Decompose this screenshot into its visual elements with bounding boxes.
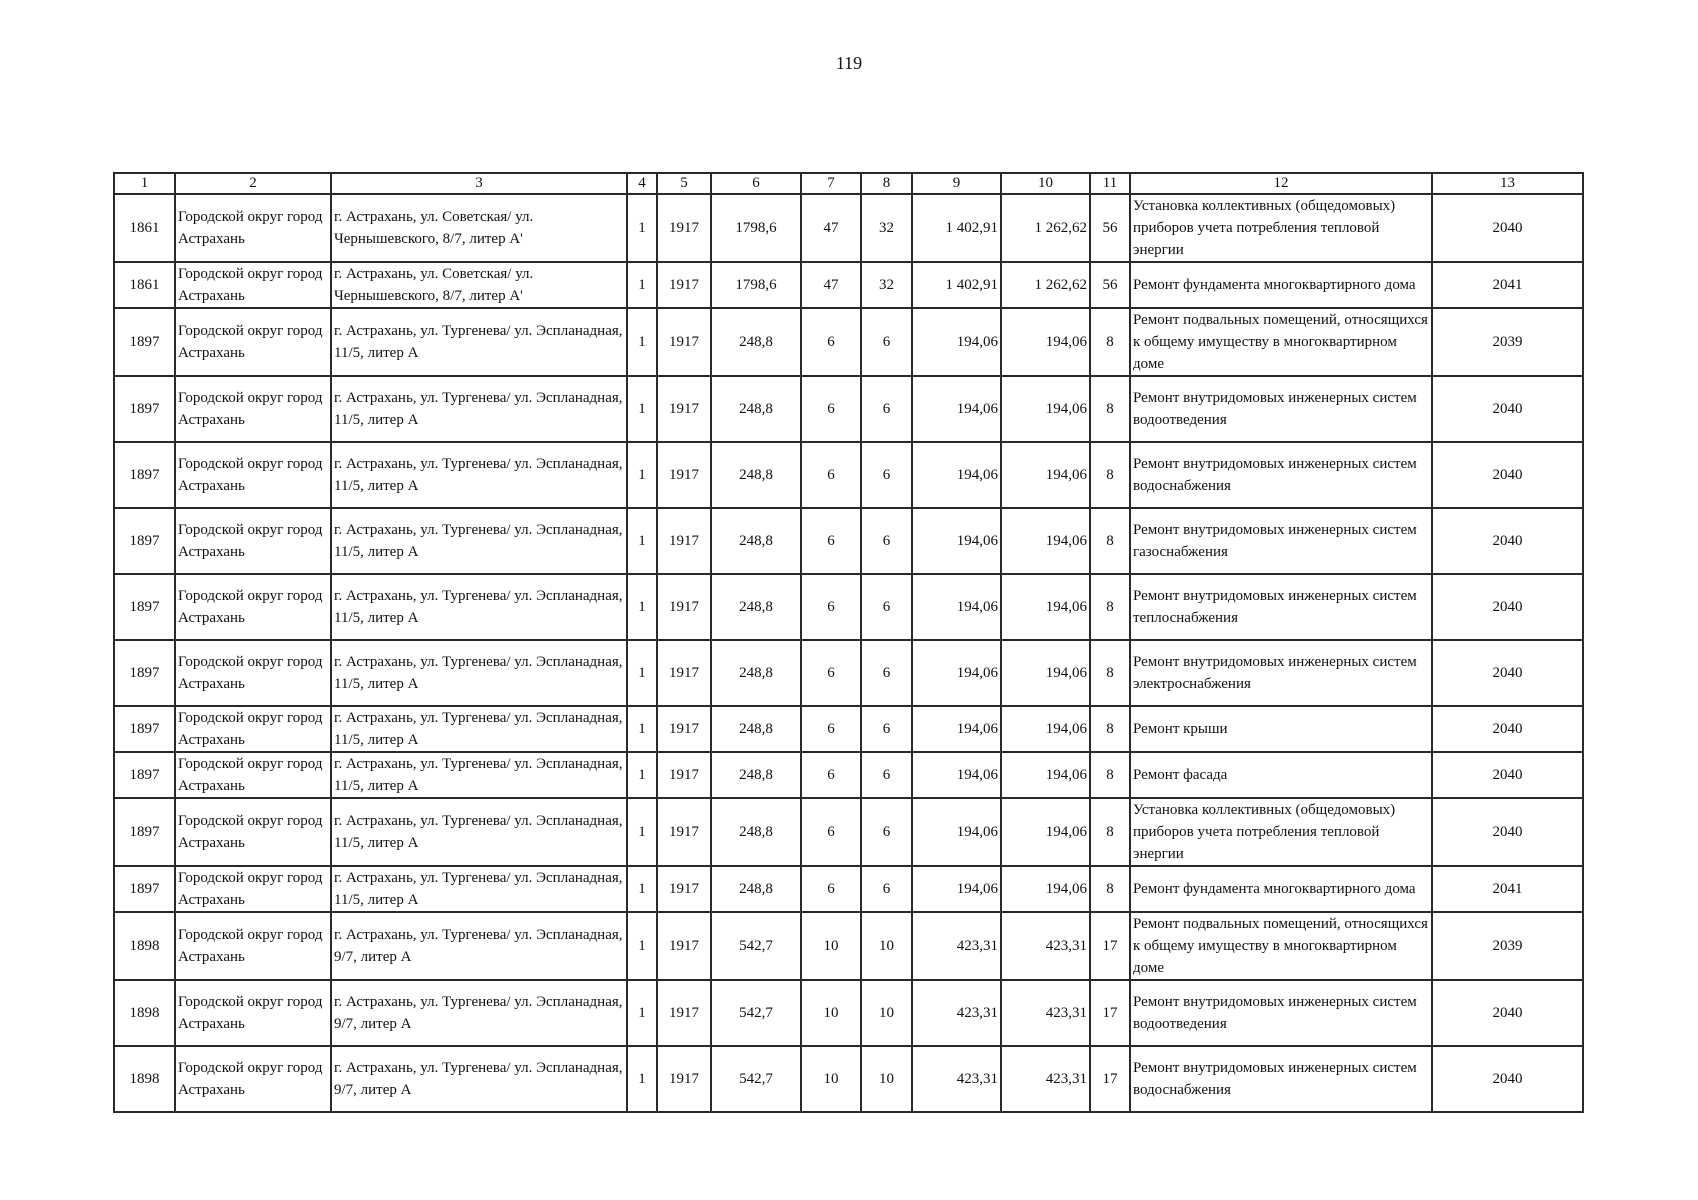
col4-cell: 1: [627, 706, 657, 752]
municipality-cell: Городской округ город Астрахань: [175, 262, 331, 308]
col4-cell: 1: [627, 308, 657, 376]
col7-cell: 6: [801, 706, 861, 752]
column-header-3: 3: [331, 173, 627, 194]
address-cell: г. Астрахань, ул. Тургенева/ ул. Эспланадная, 11/5, литер А: [331, 752, 627, 798]
area-cell: 423,31: [912, 912, 1001, 980]
col7-cell: 47: [801, 194, 861, 262]
municipality-cell: Городской округ город Астрахань: [175, 308, 331, 376]
column-header-11: 11: [1090, 173, 1130, 194]
area-cell: 194,06: [1001, 574, 1090, 640]
table-row: [114, 574, 1583, 640]
area-cell: 194,06: [1001, 376, 1090, 442]
col7-cell: 6: [801, 798, 861, 866]
col11-cell: 8: [1090, 308, 1130, 376]
municipality-cell: Городской округ город Астрахань: [175, 640, 331, 706]
house-id-cell: 1897: [114, 706, 175, 752]
table-row: [114, 752, 1583, 798]
column-header-12: 12: [1130, 173, 1432, 194]
table-row: [114, 442, 1583, 508]
year-built-cell: 1917: [657, 866, 711, 912]
col7-cell: 6: [801, 574, 861, 640]
col11-cell: 17: [1090, 1046, 1130, 1112]
area-cell: 1 402,91: [912, 194, 1001, 262]
col4-cell: 1: [627, 1046, 657, 1112]
work-type-cell: Ремонт подвальных помещений, относящихся к общему имуществу в многоквартирном доме: [1130, 912, 1432, 980]
col8-cell: 6: [861, 752, 912, 798]
col8-cell: 6: [861, 442, 912, 508]
col7-cell: 6: [801, 866, 861, 912]
col7-cell: 6: [801, 752, 861, 798]
col7-cell: 10: [801, 1046, 861, 1112]
col7-cell: 6: [801, 640, 861, 706]
col8-cell: 6: [861, 508, 912, 574]
table-row: [114, 798, 1583, 866]
area-cell: 194,06: [912, 574, 1001, 640]
total-area-cell: 248,8: [711, 508, 801, 574]
planned-year-cell: 2040: [1432, 1046, 1583, 1112]
table-row: [114, 508, 1583, 574]
area-cell: 194,06: [1001, 442, 1090, 508]
col7-cell: 6: [801, 376, 861, 442]
col4-cell: 1: [627, 752, 657, 798]
col8-cell: 32: [861, 194, 912, 262]
total-area-cell: 248,8: [711, 574, 801, 640]
work-type-cell: Ремонт фасада: [1130, 752, 1432, 798]
col4-cell: 1: [627, 866, 657, 912]
municipality-cell: Городской округ город Астрахань: [175, 508, 331, 574]
col11-cell: 8: [1090, 376, 1130, 442]
municipality-cell: Городской округ город Астрахань: [175, 912, 331, 980]
planned-year-cell: 2040: [1432, 508, 1583, 574]
house-id-cell: 1897: [114, 798, 175, 866]
table-row: [114, 194, 1583, 262]
table-row: [114, 308, 1583, 376]
col11-cell: 56: [1090, 194, 1130, 262]
year-built-cell: 1917: [657, 706, 711, 752]
area-cell: 1 402,91: [912, 262, 1001, 308]
area-cell: 1 262,62: [1001, 194, 1090, 262]
area-cell: 194,06: [912, 376, 1001, 442]
col8-cell: 10: [861, 1046, 912, 1112]
planned-year-cell: 2040: [1432, 376, 1583, 442]
planned-year-cell: 2041: [1432, 866, 1583, 912]
work-type-cell: Ремонт крыши: [1130, 706, 1432, 752]
address-cell: г. Астрахань, ул. Тургенева/ ул. Эспланадная, 11/5, литер А: [331, 442, 627, 508]
year-built-cell: 1917: [657, 574, 711, 640]
year-built-cell: 1917: [657, 308, 711, 376]
col4-cell: 1: [627, 640, 657, 706]
table-row: [114, 912, 1583, 980]
table-row: [114, 376, 1583, 442]
planned-year-cell: 2040: [1432, 980, 1583, 1046]
col11-cell: 17: [1090, 980, 1130, 1046]
col8-cell: 10: [861, 912, 912, 980]
area-cell: 423,31: [1001, 1046, 1090, 1112]
page-number: 119: [835, 53, 863, 73]
address-cell: г. Астрахань, ул. Тургенева/ ул. Эспланадная, 11/5, литер А: [331, 706, 627, 752]
house-id-cell: 1898: [114, 980, 175, 1046]
work-type-cell: Ремонт внутридомовых инженерных систем теплоснабжения: [1130, 574, 1432, 640]
year-built-cell: 1917: [657, 194, 711, 262]
address-cell: г. Астрахань, ул. Тургенева/ ул. Эспланадная, 9/7, литер А: [331, 1046, 627, 1112]
total-area-cell: 542,7: [711, 912, 801, 980]
municipality-cell: Городской округ город Астрахань: [175, 706, 331, 752]
work-type-cell: Ремонт внутридомовых инженерных систем водоотведения: [1130, 376, 1432, 442]
work-type-cell: Ремонт внутридомовых инженерных систем газоснабжения: [1130, 508, 1432, 574]
area-cell: 194,06: [912, 752, 1001, 798]
col4-cell: 1: [627, 262, 657, 308]
planned-year-cell: 2040: [1432, 574, 1583, 640]
col7-cell: 6: [801, 308, 861, 376]
municipality-cell: Городской округ город Астрахань: [175, 752, 331, 798]
column-header-8: 8: [861, 173, 912, 194]
col11-cell: 8: [1090, 574, 1130, 640]
year-built-cell: 1917: [657, 752, 711, 798]
col4-cell: 1: [627, 442, 657, 508]
col4-cell: 1: [627, 376, 657, 442]
column-header-6: 6: [711, 173, 801, 194]
col11-cell: 56: [1090, 262, 1130, 308]
col11-cell: 8: [1090, 706, 1130, 752]
col11-cell: 17: [1090, 912, 1130, 980]
col8-cell: 6: [861, 574, 912, 640]
year-built-cell: 1917: [657, 376, 711, 442]
col11-cell: 8: [1090, 640, 1130, 706]
col8-cell: 6: [861, 866, 912, 912]
address-cell: г. Астрахань, ул. Тургенева/ ул. Эспланадная, 11/5, литер А: [331, 798, 627, 866]
house-id-cell: 1897: [114, 574, 175, 640]
total-area-cell: 1798,6: [711, 194, 801, 262]
work-type-cell: Установка коллективных (общедомовых) приборов учета потребления тепловой энергии: [1130, 798, 1432, 866]
planned-year-cell: 2040: [1432, 194, 1583, 262]
column-header-5: 5: [657, 173, 711, 194]
col11-cell: 8: [1090, 508, 1130, 574]
col7-cell: 6: [801, 508, 861, 574]
municipality-cell: Городской округ город Астрахань: [175, 376, 331, 442]
total-area-cell: 542,7: [711, 980, 801, 1046]
area-cell: 194,06: [1001, 798, 1090, 866]
total-area-cell: 542,7: [711, 1046, 801, 1112]
col7-cell: 10: [801, 912, 861, 980]
house-id-cell: 1898: [114, 1046, 175, 1112]
area-cell: 423,31: [912, 1046, 1001, 1112]
area-cell: 194,06: [912, 442, 1001, 508]
work-type-cell: Ремонт внутридомовых инженерных систем электроснабжения: [1130, 640, 1432, 706]
col8-cell: 6: [861, 376, 912, 442]
total-area-cell: 248,8: [711, 640, 801, 706]
work-type-cell: Установка коллективных (общедомовых) приборов учета потребления тепловой энергии: [1130, 194, 1432, 262]
table-row: [114, 1046, 1583, 1112]
planned-year-cell: 2041: [1432, 262, 1583, 308]
col8-cell: 6: [861, 640, 912, 706]
address-cell: г. Астрахань, ул. Тургенева/ ул. Эспланадная, 11/5, литер А: [331, 508, 627, 574]
col4-cell: 1: [627, 912, 657, 980]
year-built-cell: 1917: [657, 912, 711, 980]
col7-cell: 10: [801, 980, 861, 1046]
year-built-cell: 1917: [657, 508, 711, 574]
col8-cell: 6: [861, 706, 912, 752]
address-cell: г. Астрахань, ул. Советская/ ул. Чернышевского, 8/7, литер А': [331, 262, 627, 308]
area-cell: 194,06: [1001, 508, 1090, 574]
col11-cell: 8: [1090, 752, 1130, 798]
municipality-cell: Городской округ город Астрахань: [175, 866, 331, 912]
house-id-cell: 1897: [114, 442, 175, 508]
total-area-cell: 248,8: [711, 752, 801, 798]
total-area-cell: 248,8: [711, 706, 801, 752]
column-header-13: 13: [1432, 173, 1583, 194]
col8-cell: 6: [861, 308, 912, 376]
col11-cell: 8: [1090, 866, 1130, 912]
area-cell: 194,06: [1001, 706, 1090, 752]
col8-cell: 6: [861, 798, 912, 866]
house-id-cell: 1897: [114, 376, 175, 442]
work-type-cell: Ремонт внутридомовых инженерных систем водоснабжения: [1130, 442, 1432, 508]
house-id-cell: 1897: [114, 508, 175, 574]
repair-schedule-table: [113, 172, 1584, 1113]
year-built-cell: 1917: [657, 640, 711, 706]
area-cell: 194,06: [912, 798, 1001, 866]
address-cell: г. Астрахань, ул. Тургенева/ ул. Эспланадная, 11/5, литер А: [331, 640, 627, 706]
area-cell: 194,06: [912, 308, 1001, 376]
planned-year-cell: 2040: [1432, 442, 1583, 508]
house-id-cell: 1897: [114, 752, 175, 798]
total-area-cell: 248,8: [711, 798, 801, 866]
area-cell: 194,06: [1001, 752, 1090, 798]
column-header-7: 7: [801, 173, 861, 194]
address-cell: г. Астрахань, ул. Тургенева/ ул. Эспланадная, 11/5, литер А: [331, 308, 627, 376]
planned-year-cell: 2040: [1432, 798, 1583, 866]
municipality-cell: Городской округ город Астрахань: [175, 798, 331, 866]
work-type-cell: Ремонт фундамента многоквартирного дома: [1130, 866, 1432, 912]
area-cell: 423,31: [1001, 980, 1090, 1046]
table-row: [114, 706, 1583, 752]
house-id-cell: 1861: [114, 262, 175, 308]
table-body: [114, 194, 1583, 1112]
col7-cell: 6: [801, 442, 861, 508]
work-type-cell: Ремонт внутридомовых инженерных систем водоснабжения: [1130, 1046, 1432, 1112]
total-area-cell: 248,8: [711, 376, 801, 442]
area-cell: 194,06: [912, 706, 1001, 752]
table-row: [114, 262, 1583, 308]
area-cell: 194,06: [1001, 866, 1090, 912]
area-cell: 1 262,62: [1001, 262, 1090, 308]
municipality-cell: Городской округ город Астрахань: [175, 574, 331, 640]
col11-cell: 8: [1090, 798, 1130, 866]
col4-cell: 1: [627, 798, 657, 866]
address-cell: г. Астрахань, ул. Тургенева/ ул. Эспланадная, 9/7, литер А: [331, 912, 627, 980]
column-header-1: 1: [114, 173, 175, 194]
address-cell: г. Астрахань, ул. Тургенева/ ул. Эспланадная, 11/5, литер А: [331, 866, 627, 912]
total-area-cell: 248,8: [711, 308, 801, 376]
col8-cell: 32: [861, 262, 912, 308]
municipality-cell: Городской округ город Астрахань: [175, 194, 331, 262]
area-cell: 194,06: [912, 640, 1001, 706]
planned-year-cell: 2040: [1432, 752, 1583, 798]
year-built-cell: 1917: [657, 442, 711, 508]
area-cell: 194,06: [912, 866, 1001, 912]
col11-cell: 8: [1090, 442, 1130, 508]
total-area-cell: 248,8: [711, 866, 801, 912]
municipality-cell: Городской округ город Астрахань: [175, 980, 331, 1046]
area-cell: 194,06: [1001, 640, 1090, 706]
area-cell: 194,06: [912, 508, 1001, 574]
area-cell: 194,06: [1001, 308, 1090, 376]
year-built-cell: 1917: [657, 980, 711, 1046]
area-cell: 423,31: [912, 980, 1001, 1046]
column-number-row: [114, 173, 1583, 194]
address-cell: г. Астрахань, ул. Тургенева/ ул. Эспланадная, 11/5, литер А: [331, 574, 627, 640]
year-built-cell: 1917: [657, 262, 711, 308]
house-id-cell: 1897: [114, 866, 175, 912]
house-id-cell: 1898: [114, 912, 175, 980]
column-header-9: 9: [912, 173, 1001, 194]
work-type-cell: Ремонт внутридомовых инженерных систем водоотведения: [1130, 980, 1432, 1046]
total-area-cell: 248,8: [711, 442, 801, 508]
planned-year-cell: 2040: [1432, 706, 1583, 752]
col4-cell: 1: [627, 194, 657, 262]
house-id-cell: 1861: [114, 194, 175, 262]
column-header-2: 2: [175, 173, 331, 194]
total-area-cell: 1798,6: [711, 262, 801, 308]
work-type-cell: Ремонт подвальных помещений, относящихся к общему имуществу в многоквартирном доме: [1130, 308, 1432, 376]
address-cell: г. Астрахань, ул. Тургенева/ ул. Эспланадная, 9/7, литер А: [331, 980, 627, 1046]
house-id-cell: 1897: [114, 640, 175, 706]
col8-cell: 10: [861, 980, 912, 1046]
municipality-cell: Городской округ город Астрахань: [175, 1046, 331, 1112]
table-row: [114, 866, 1583, 912]
address-cell: г. Астрахань, ул. Советская/ ул. Чернышевского, 8/7, литер А': [331, 194, 627, 262]
planned-year-cell: 2039: [1432, 912, 1583, 980]
year-built-cell: 1917: [657, 1046, 711, 1112]
planned-year-cell: 2040: [1432, 640, 1583, 706]
municipality-cell: Городской округ город Астрахань: [175, 442, 331, 508]
house-id-cell: 1897: [114, 308, 175, 376]
planned-year-cell: 2039: [1432, 308, 1583, 376]
col4-cell: 1: [627, 980, 657, 1046]
column-header-10: 10: [1001, 173, 1090, 194]
col4-cell: 1: [627, 574, 657, 640]
col7-cell: 47: [801, 262, 861, 308]
col4-cell: 1: [627, 508, 657, 574]
area-cell: 423,31: [1001, 912, 1090, 980]
column-header-4: 4: [627, 173, 657, 194]
work-type-cell: Ремонт фундамента многоквартирного дома: [1130, 262, 1432, 308]
year-built-cell: 1917: [657, 798, 711, 866]
table-row: [114, 640, 1583, 706]
table-row: [114, 980, 1583, 1046]
address-cell: г. Астрахань, ул. Тургенева/ ул. Эспланадная, 11/5, литер А: [331, 376, 627, 442]
